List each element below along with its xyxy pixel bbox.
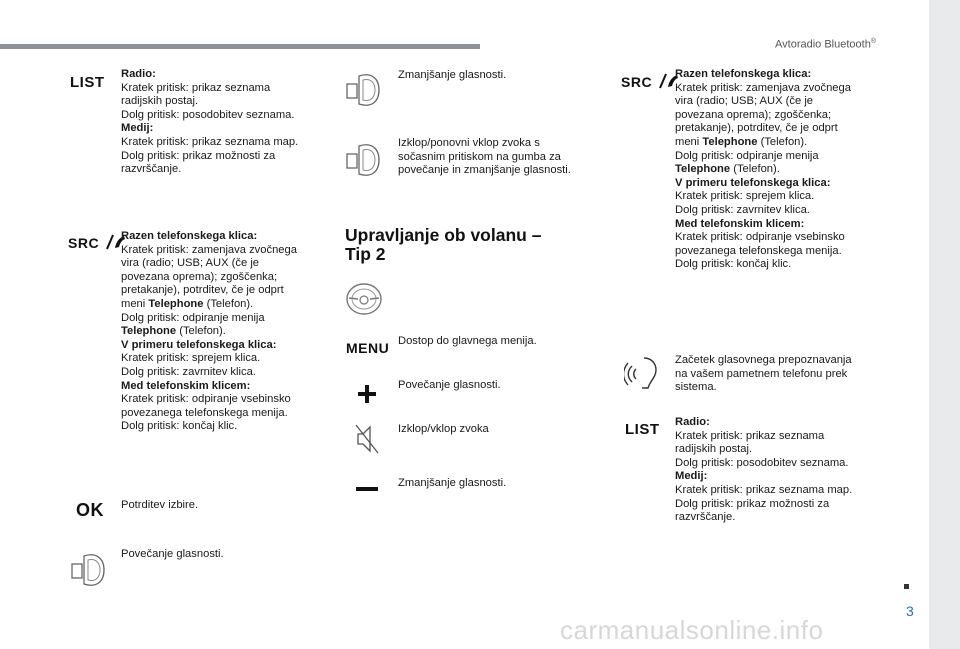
volume-up-scroll-icon xyxy=(70,550,110,590)
page-number: 3 xyxy=(906,603,914,619)
list-description-2: Radio: Kratek pritisk: prikaz seznama radijskih postaj. Dolg pritisk: posodobitev seznama. Medij: Kratek pritisk: prikaz seznama map. Dolg pritisk: prikaz možnosti za razvrščanje. xyxy=(675,416,853,524)
list-icon-2: LIST xyxy=(625,421,660,438)
minus-icon xyxy=(356,485,378,493)
mute-speaker-icon xyxy=(354,423,380,455)
steering-wheel-icon xyxy=(345,282,383,316)
mute-combo-description: Izklop/ponovni vklop zvoka s sočasnim pritiskom na gumba za povečanje in zmanjšanje glasnosti. xyxy=(398,137,571,177)
section-title: Avtoradio Bluetooth® xyxy=(775,38,876,51)
list-description: Radio: Kratek pritisk: prikaz seznama radijskih postaj. Dolg pritisk: posodobitev seznama. Medij: Kratek pritisk: prikaz seznama map. Dolg pritisk: prikaz možnosti za razvrščanje. xyxy=(121,68,299,176)
ok-icon: OK xyxy=(76,500,104,520)
menu-icon: MENU xyxy=(346,340,390,356)
src-description: Razen telefonskega klica: Kratek pritisk: zamenjava zvočnega vira (radio; USB; AUX (če je povezana oprema); zgoščenka; pretakanje), potrditev, če je odprt meni Telephone (Telefon). Dolg pritisk: odpiranje menija Telephone (Telefon). V primeru telefonskega klica: Kratek pritisk: sprejem klica. Dolg pritisk: zavrnitev klica. Med telefonskim klicem: Kratek pritisk: odpiranje vsebinsko povezanega telefonskega menija. Dolg pritisk: končaj klic. xyxy=(121,230,297,433)
plus-icon xyxy=(357,384,377,404)
volume-down-description: Zmanjšanje glasnosti. xyxy=(398,69,507,81)
volume-down-scroll-icon xyxy=(345,70,387,112)
list-icon: LIST xyxy=(70,74,105,91)
minus-description: Zmanjšanje glasnosti. xyxy=(398,477,507,489)
src-phone-icon: SRC xyxy=(68,233,126,253)
mute-scroll-icon xyxy=(345,140,387,182)
page-edge-bar xyxy=(929,0,960,649)
header-rule xyxy=(0,44,480,49)
src-phone-icon-2: SRC xyxy=(621,72,679,92)
menu-description: Dostop do glavnega menija. xyxy=(398,335,537,347)
continuation-marker xyxy=(904,584,909,589)
voice-recognition-icon xyxy=(624,355,660,391)
ok-description: Potrditev izbire. xyxy=(121,499,199,511)
voice-description: Začetek glasovnega prepoznavanja na vašem pametnem telefonu prek sistema. xyxy=(675,354,852,394)
section-heading: Upravljanje ob volanu – Tip 2 xyxy=(345,225,542,264)
volume-up-description: Povečanje glasnosti. xyxy=(121,548,224,560)
watermark: carmanualsonline.info xyxy=(560,615,824,645)
src-description-2: Razen telefonskega klica: Kratek pritisk: zamenjava zvočnega vira (radio; USB; AUX (če je povezana oprema); zgoščenka; pretakanje), potrditev, če je odprt meni Telephone (Telefon). Dolg pritisk: odpiranje menija Telephone (Telefon). V primeru telefonskega klica: Kratek pritisk: sprejem klica. Dolg pritisk: zavrnitev klica. Med telefonskim klicem: Kratek pritisk: odpiranje vsebinsko povezanega telefonskega menija. Dolg pritisk: končaj klic. xyxy=(675,68,851,271)
mute-description: Izklop/vklop zvoka xyxy=(398,423,489,435)
plus-description: Povečanje glasnosti. xyxy=(398,379,501,391)
